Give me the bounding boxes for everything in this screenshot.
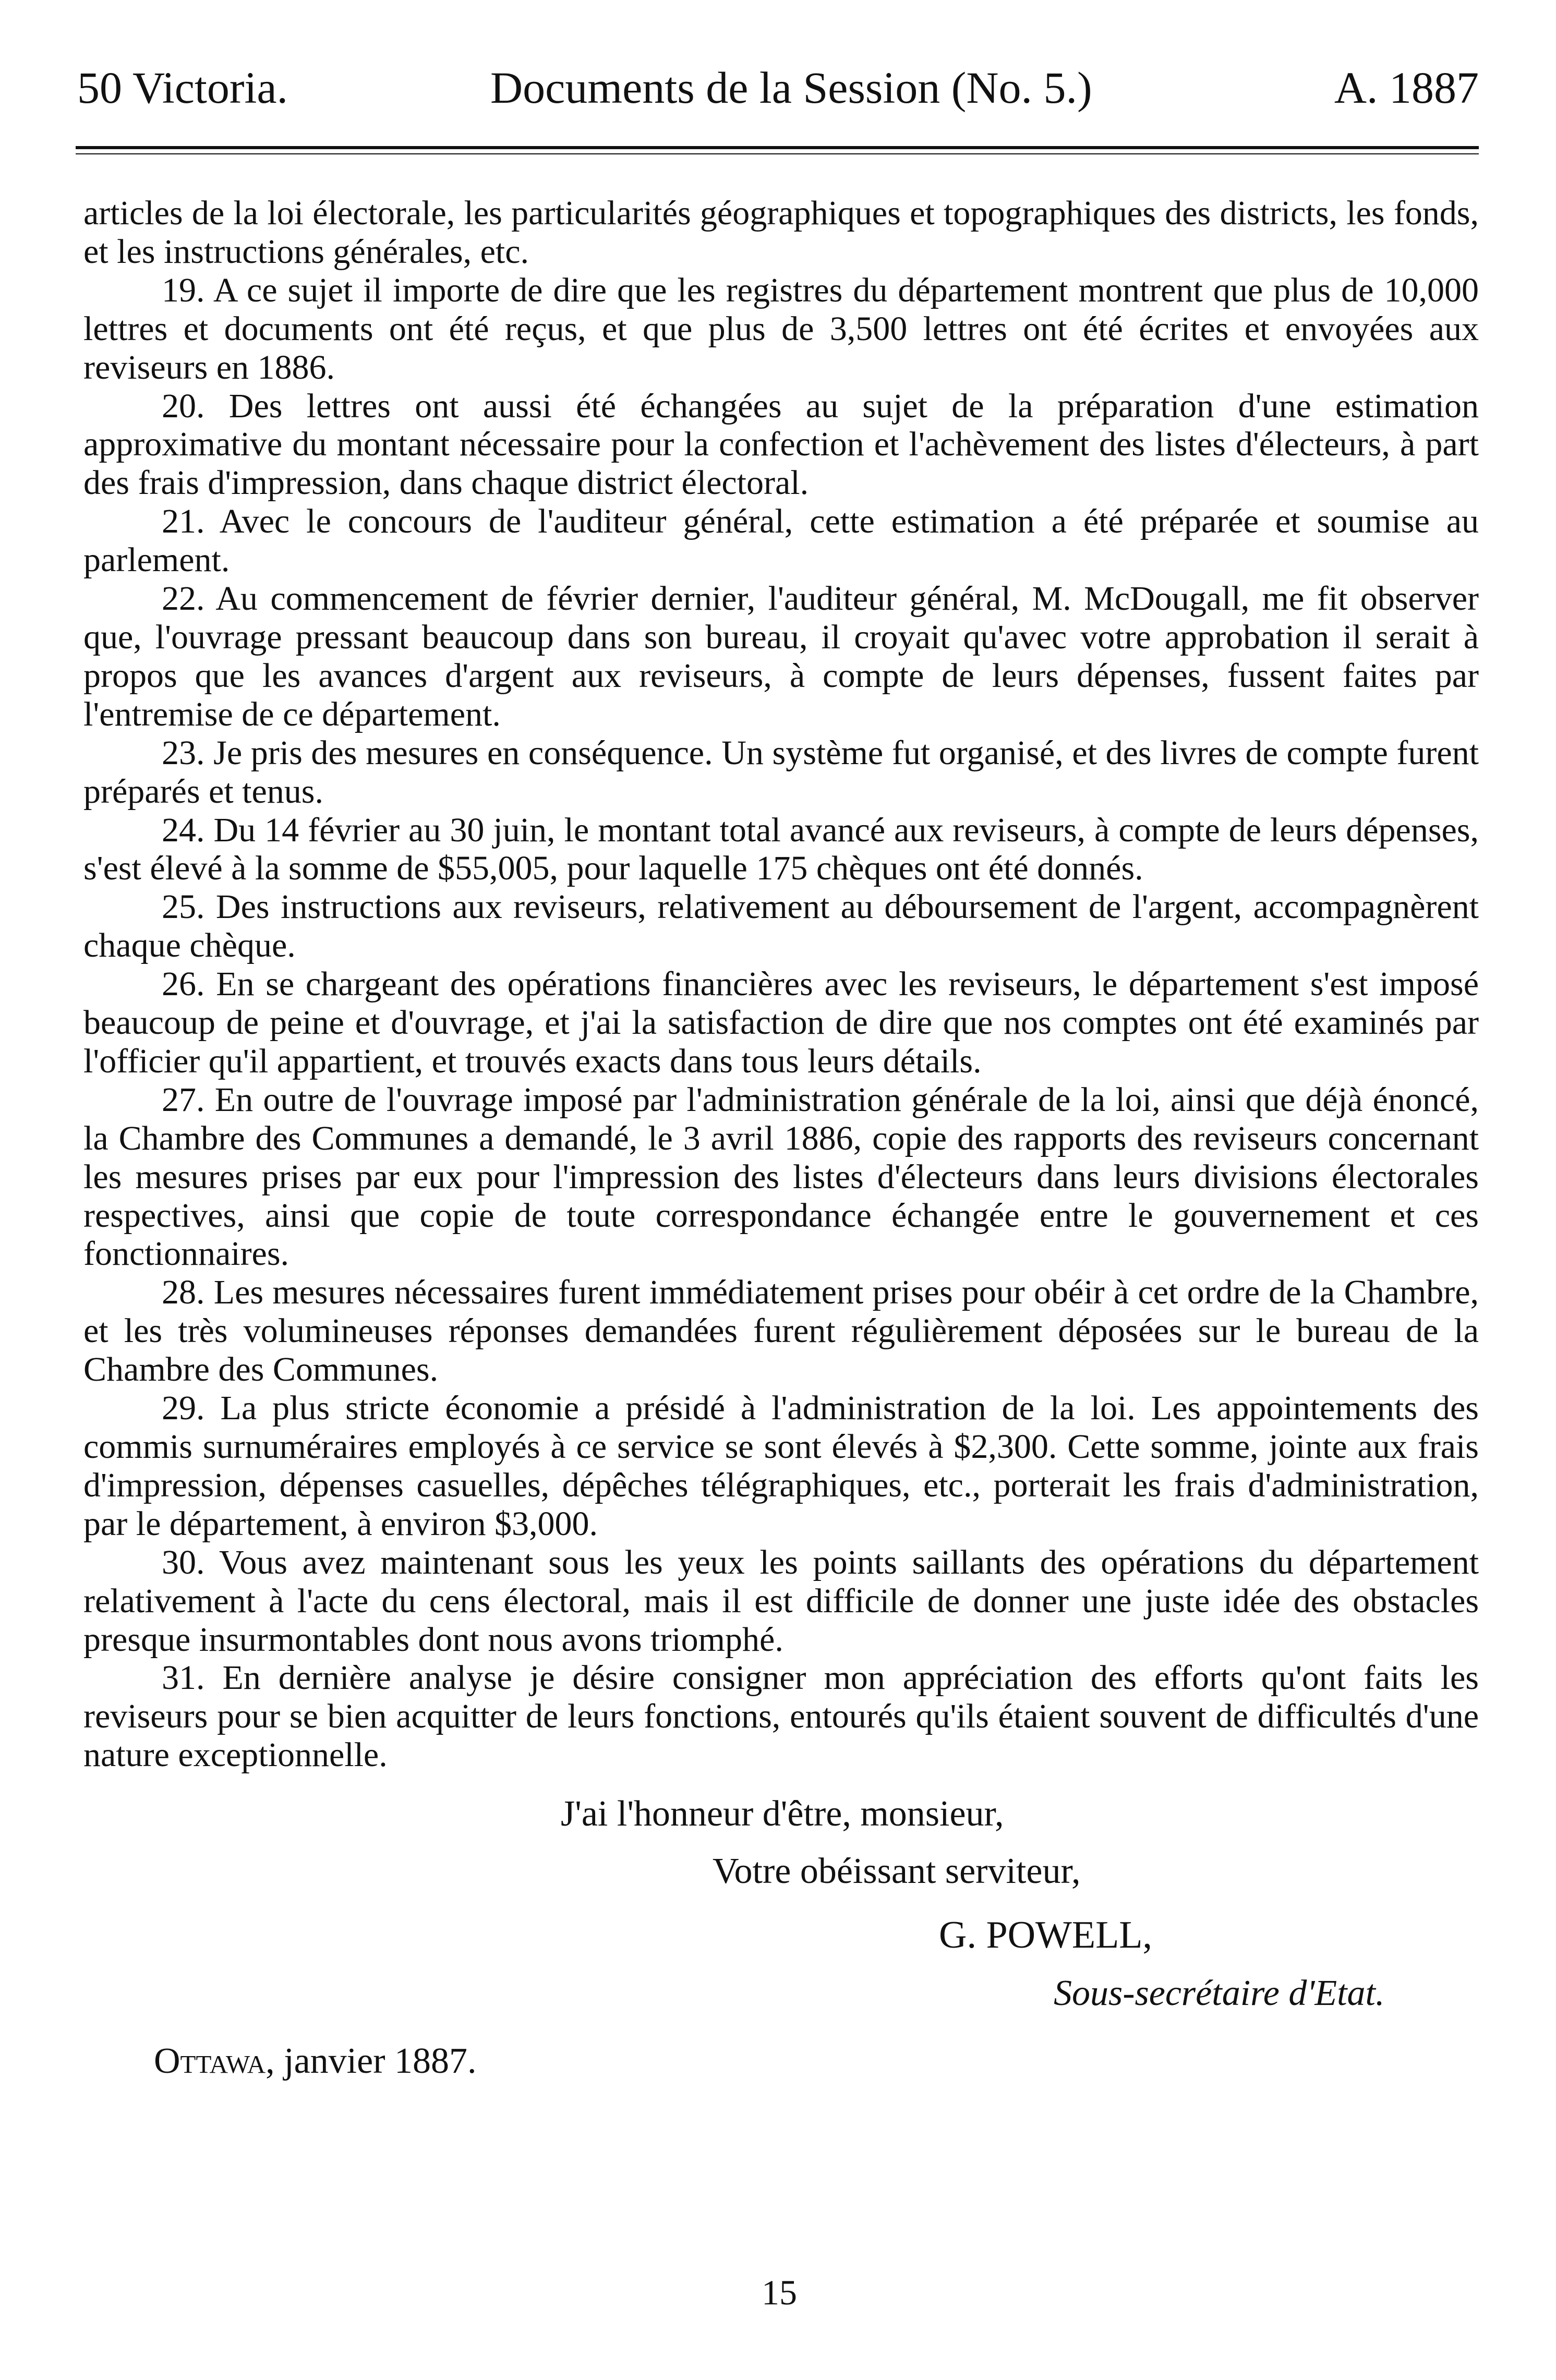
paragraph-25: 25. Des instructions aux reviseurs, relativement au déboursement de l'argent, accompagnèrent chaque chèque. [83, 888, 1479, 965]
paragraph-21: 21. Avec le concours de l'auditeur général, cette estimation a été préparée et soumise au parlement. [83, 502, 1479, 579]
paragraph-26: 26. En se chargeant des opérations financières avec les reviseurs, le département s'est imposé beaucoup de peine et d'ouvrage, et j'ai la satisfaction de dire que nos comptes ont été examinés par l'officier qu'il appartient, et trouvés exacts dans tous leurs détails. [83, 965, 1479, 1080]
paragraph-31: 31. En dernière analyse je désire consigner mon appréciation des efforts qu'ont faits les reviseurs pour se bien acquitter de leurs fonctions, entourés qu'ils étaient souvent de difficultés d'une nature exceptionnelle. [83, 1659, 1479, 1774]
place-name: Ottawa, [154, 2041, 275, 2081]
body-text [83, 194, 1479, 1774]
place-and-date [154, 2040, 477, 2082]
header-rule-thin [76, 153, 1479, 154]
paragraph-22: 22. Au commencement de février dernier, l'auditeur général, M. McDougall, me fit observer que, l'ouvrage pressant beaucoup dans son bureau, il croyait qu'avec votre approbation il serait à propos que les avances d'argent aux reviseurs, à compte de leurs dépenses, fussent faites par l'entremise de ce département. [83, 579, 1479, 733]
running-header-left: 50 Victoria. [77, 63, 288, 113]
paragraph-28: 28. Les mesures nécessaires furent immédiatement prises pour obéir à cet ordre de la Chambre, et les très volumineuses réponses demandées furent régulièrement déposées sur le bureau de la Chambre des Communes. [83, 1273, 1479, 1389]
running-header-title: Documents de la Session (No. 5.) [490, 63, 1092, 113]
paragraph-19: 19. A ce sujet il importe de dire que les registres du département montrent que plus de 10,000 lettres et documents ont été reçus, et que plus de 3,500 lettres ont été écrites et envoyées aux reviseurs en 1886. [83, 271, 1479, 386]
signature-name: G. POWELL, [939, 1914, 1152, 1956]
closing-servant: Votre obéissant serviteur, [713, 1851, 1081, 1891]
letter-date: janvier 1887. [284, 2041, 477, 2081]
paragraph-24: 24. Du 14 février au 30 juin, le montant total avancé aux reviseurs, à compte de leurs dépenses, s'est élevé à la somme de $55,005, pour laquelle 175 chèques ont été donnés. [83, 811, 1479, 888]
closing-salutation: J'ai l'honneur d'être, monsieur, [561, 1794, 1004, 1834]
header-rule-thick [76, 146, 1479, 149]
paragraph-29: 29. La plus stricte économie a présidé à l'administration de la loi. Les appointements des commis surnuméraires employés à ce service se sont élevés à $2,300. Cette somme, jointe aux frais d'impression, dépenses casuelles, dépêches télégraphiques, etc., porterait les frais d'administration, par le département, à environ $3,000. [83, 1389, 1479, 1543]
paragraph-continuation: articles de la loi électorale, les particularités géographiques et topographiques des districts, les fonds, et les instructions générales, etc. [83, 194, 1479, 271]
paragraph-27: 27. En outre de l'ouvrage imposé par l'administration générale de la loi, ainsi que déjà énoncé, la Chambre des Communes a demandé, le 3 avril 1886, copie des rapports des reviseurs concernant les mesures prises par eux pour l'impression des listes d'électeurs dans leurs divisions électorales respectives, ainsi que copie de toute correspondance échangée entre le gouvernement et ces fonctionnaires. [83, 1080, 1479, 1273]
paragraph-23: 23. Je pris des mesures en conséquence. Un système fut organisé, et des livres de compte furent préparés et tenus. [83, 733, 1479, 811]
paragraph-20: 20. Des lettres ont aussi été échangées au sujet de la préparation d'une estimation approximative du montant nécessaire pour la confection et l'achèvement des listes d'électeurs, à part des frais d'impression, dans chaque district électoral. [83, 386, 1479, 502]
paragraph-30: 30. Vous avez maintenant sous les yeux les points saillants des opérations du département relativement à l'acte du cens électoral, mais il est difficile de donner une juste idée des obstacles presque insurmontables dont nous avons triomphé. [83, 1543, 1479, 1659]
signature-title: Sous-secrétaire d'Etat. [1054, 1973, 1385, 2013]
running-header-right: A. 1887 [1334, 63, 1479, 113]
page-number: 15 [762, 2273, 797, 2312]
